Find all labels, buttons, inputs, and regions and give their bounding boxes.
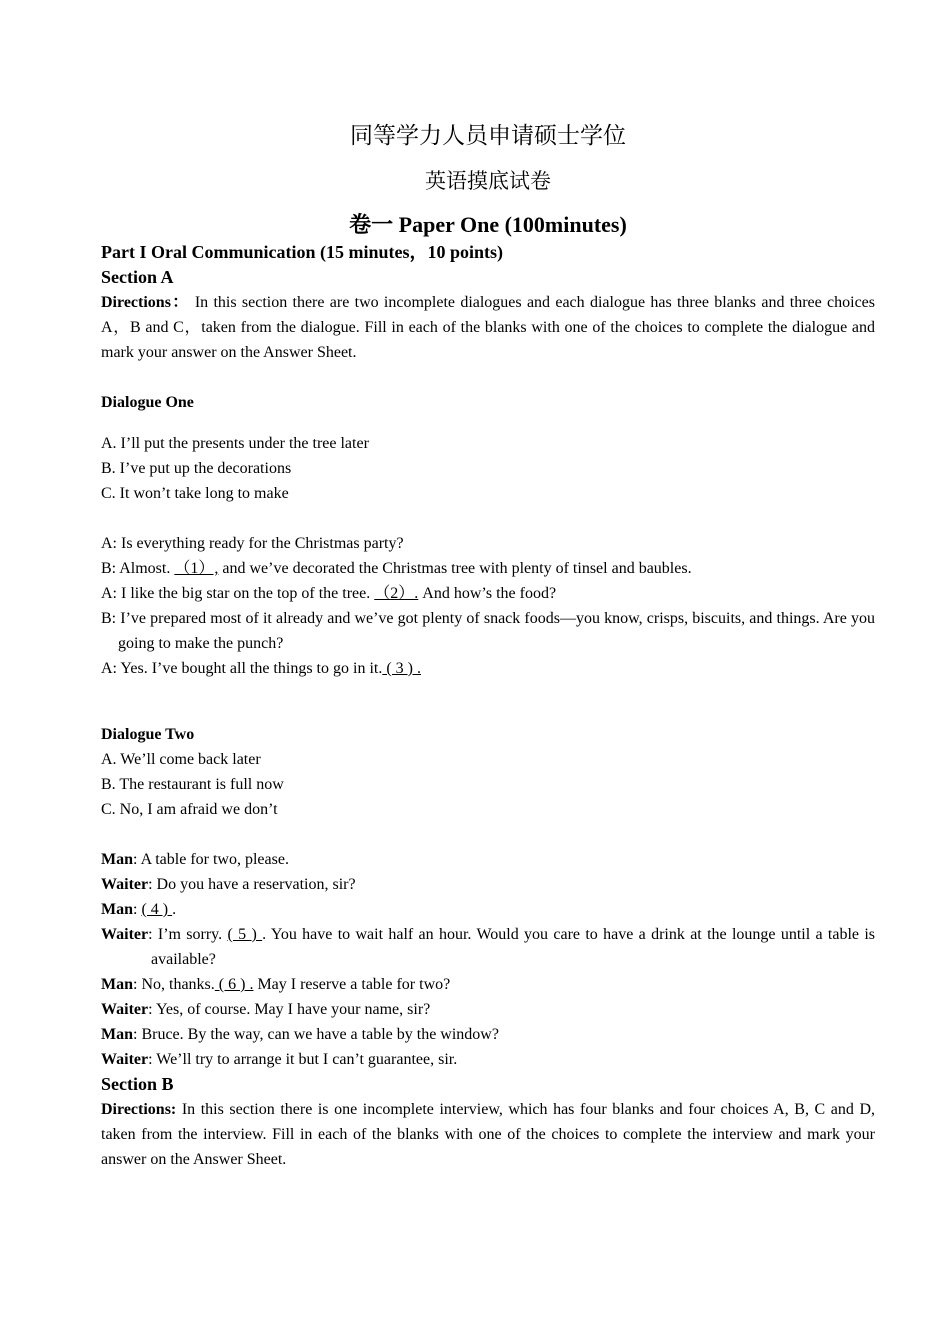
- spacer: [101, 822, 875, 847]
- section-a-directions: [101, 290, 875, 365]
- line-text: May I reserve a table for two?: [253, 976, 451, 993]
- dialogue-line: B: I’ve prepared most of it already and we’ve got plenty of snack foods—you know, crisps, biscuits, and things. Are you going to make the punch?: [101, 610, 875, 652]
- speaker-man: Man: [101, 1026, 133, 1043]
- dialogue-two-heading: Dialogue Two: [101, 726, 195, 743]
- line-text: : Yes, of course. May I have your name, sir?: [148, 1001, 431, 1018]
- choice-item: A. I’ll put the presents under the tree later: [101, 435, 369, 452]
- dialogue-line: [101, 1022, 875, 1047]
- directions-label: Directions：: [101, 294, 190, 311]
- exam-page: [101, 118, 875, 1172]
- dialogue-line: [101, 972, 875, 997]
- blank-1: （1）,: [174, 560, 219, 577]
- blank-4: ( 4 ): [141, 901, 173, 918]
- dialogue-line: [101, 872, 875, 897]
- blank-2: （2）.: [374, 585, 419, 602]
- speaker-waiter: Waiter: [101, 1051, 149, 1068]
- dialogue-line: [101, 656, 875, 681]
- choice-item: C. No, I am afraid we don’t: [101, 801, 278, 818]
- paper-title: 卷一 Paper One (100minutes): [349, 212, 627, 237]
- speaker-man: Man: [101, 851, 133, 868]
- dialogue-line: [101, 556, 875, 581]
- speaker-man: Man: [101, 976, 133, 993]
- speaker-waiter: Waiter: [101, 926, 149, 943]
- line-text: : Do you have a reservation, sir?: [148, 876, 356, 893]
- directions-label: Directions:: [101, 1101, 177, 1118]
- dialogue-line: [101, 897, 875, 922]
- choice-item: A. We’ll come back later: [101, 751, 261, 768]
- line-text: : Bruce. By the way, can we have a table by the window?: [133, 1026, 499, 1043]
- line-text: :: [133, 901, 142, 918]
- section-a-heading: Section A: [101, 267, 174, 287]
- blank-5: ( 5 ): [227, 926, 263, 943]
- directions-text: In this section there is one incomplete interview, which has four blanks and four choices A, B, C and D, taken from the interview. Fill in each of the blanks with one of the choices to complete the interview and mark your answer on the Answer Sheet.: [101, 1101, 875, 1168]
- part-heading: Part I Oral Communication (15 minutes，10 points): [101, 242, 503, 262]
- dialogue-line: [101, 997, 875, 1022]
- spacer: [101, 706, 875, 722]
- blank-6: ( 6 ) .: [214, 976, 254, 993]
- dialogue-one-heading: Dialogue One: [101, 394, 194, 411]
- exam-subtitle: 英语摸底试卷: [425, 169, 551, 193]
- dialogue-line: [101, 1047, 875, 1072]
- choice-item: C. It won’t take long to make: [101, 485, 289, 502]
- speaker-waiter: Waiter: [101, 1001, 149, 1018]
- spacer: [101, 415, 875, 431]
- line-text: A: I like the big star on the top of the tree.: [101, 585, 375, 602]
- choice-item: B. The restaurant is full now: [101, 776, 284, 793]
- dialogue-line: [101, 922, 875, 972]
- speaker-waiter: Waiter: [101, 876, 149, 893]
- directions-text: In this section there are two incomplete dialogues and each dialogue has three blanks and three choices A，B and C，taken from the dialogue. Fill in each of the blanks with one of the choices to complete the dialogue and mark your answer on the Answer Sheet.: [101, 294, 876, 361]
- line-text: .: [172, 901, 177, 918]
- spacer: [101, 681, 875, 706]
- line-text: . You have to wait half an hour. Would you care to have a drink at the lounge until a table is available?: [151, 926, 876, 968]
- line-text: : I’m sorry.: [148, 926, 228, 943]
- line-text: : No, thanks.: [133, 976, 215, 993]
- line-text: : A table for two, please.: [133, 851, 289, 868]
- choice-item: B. I’ve put up the decorations: [101, 460, 292, 477]
- dialogue-line: [101, 581, 875, 606]
- section-b-directions: [101, 1097, 875, 1172]
- dialogue-line: [101, 847, 875, 872]
- dialogue-line: A: Is everything ready for the Christmas party?: [101, 535, 404, 552]
- speaker-man: Man: [101, 901, 133, 918]
- line-text: And how’s the food?: [418, 585, 557, 602]
- spacer: [101, 506, 875, 531]
- line-text: : We’ll try to arrange it but I can’t guarantee, sir.: [148, 1051, 458, 1068]
- line-text: A: Yes. I’ve bought all the things to go in it.: [101, 660, 383, 677]
- line-text: B: Almost.: [101, 560, 175, 577]
- line-text: and we’ve decorated the Christmas tree with plenty of tinsel and baubles.: [218, 560, 692, 577]
- blank-3: ( 3 ) .: [382, 660, 421, 677]
- exam-title: 同等学力人员申请硕士学位: [350, 123, 626, 148]
- spacer: [101, 365, 875, 390]
- section-b-heading: Section B: [101, 1074, 174, 1094]
